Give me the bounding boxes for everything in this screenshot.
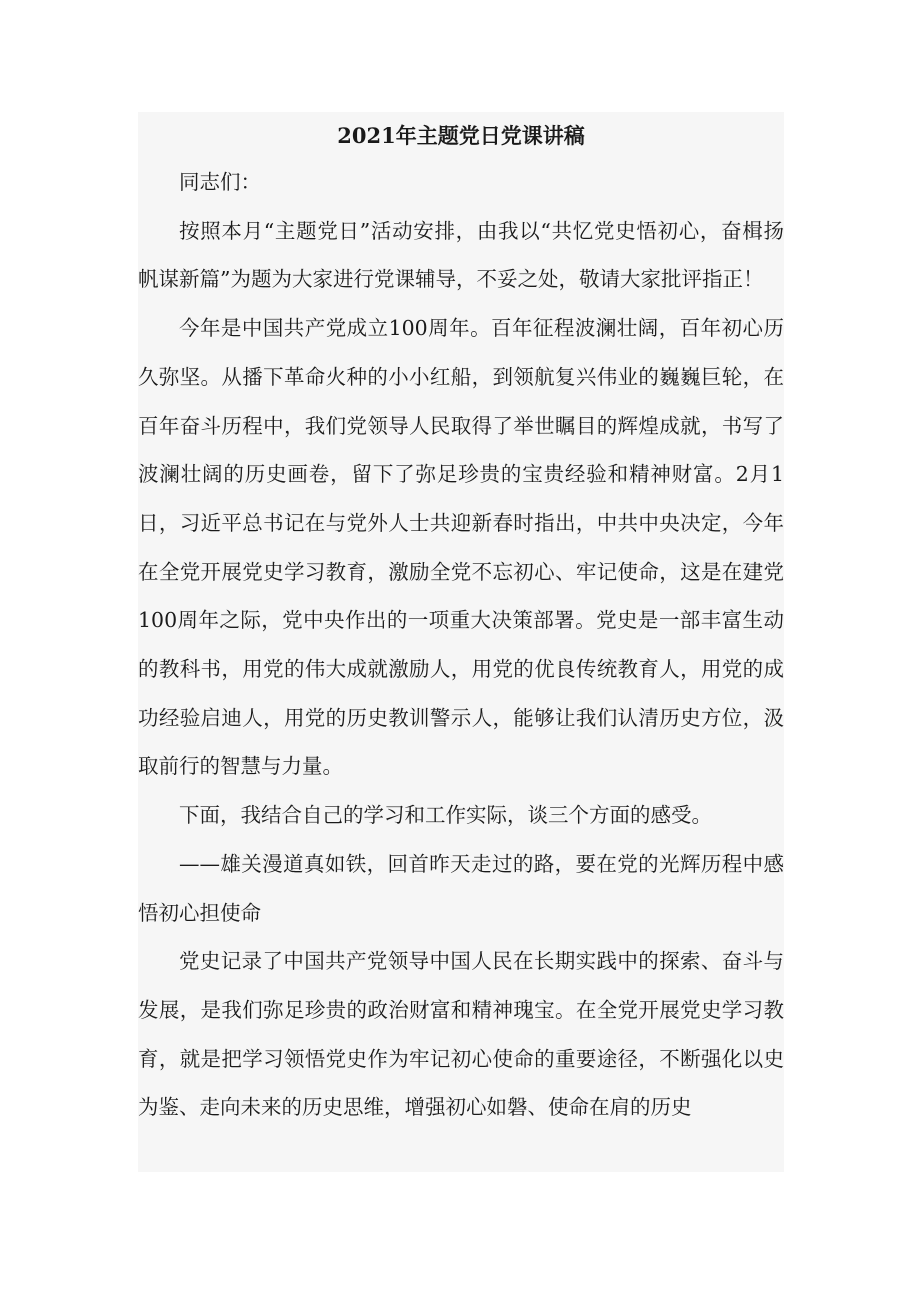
paragraph-centenary: 今年是中国共产党成立100周年。百年征程波澜壮阔，百年初心历久弥坚。从播下革命火种的小小红船，到领航复兴伟业的巍巍巨轮，在百年奋斗历程中，我们党领导人民取得了举世瞩目的辉煌成就，书写了波澜壮阔的历史画卷，留下了弥足珍贵的宝贵经验和精神财富。2月1日，习近平总书记在与党外人士共迎新春时指出，中共中央决定，今年在全党开展党史学习教育，激励全党不忘初心、牢记使命，这是在建党100周年之际，党中央作出的一项重大决策部署。党史是一部丰富生动的教科书，用党的伟大成就激励人，用党的优良传统教育人，用党的成功经验启迪人，用党的历史教训警示人，能够让我们认清历史方位，汲取前行的智慧与力量。 (138, 316, 784, 779)
salutation: 同志们： (179, 170, 261, 194)
document-page (138, 112, 784, 1172)
paragraph-party-history: 党史记录了中国共产党领导中国人民在长期实践中的探索、奋斗与发展，是我们弥足珍贵的政治财富和精神瑰宝。在全党开展党史学习教育，就是把学习领悟党史作为牢记初心使命的重要途径，不断强化以史为鉴、走向未来的历史思维，增强初心如磐、使命在肩的历史 (138, 949, 784, 1120)
document-title: 2021年主题党日党课讲稿 (337, 123, 585, 148)
paragraph-intro: 按照本月“主题党日”活动安排，由我以“共忆党史悟初心，奋楫扬帆谋新篇”为题为大家进行党课辅导，不妥之处，敬请大家批评指正！ (138, 218, 784, 292)
paragraph-overview: 下面，我结合自己的学习和工作实际，谈三个方面的感受。 (179, 803, 712, 828)
section-heading-1: ——雄关漫道真如铁，回首昨天走过的路，要在党的光辉历程中感悟初心担使命 (138, 851, 784, 925)
